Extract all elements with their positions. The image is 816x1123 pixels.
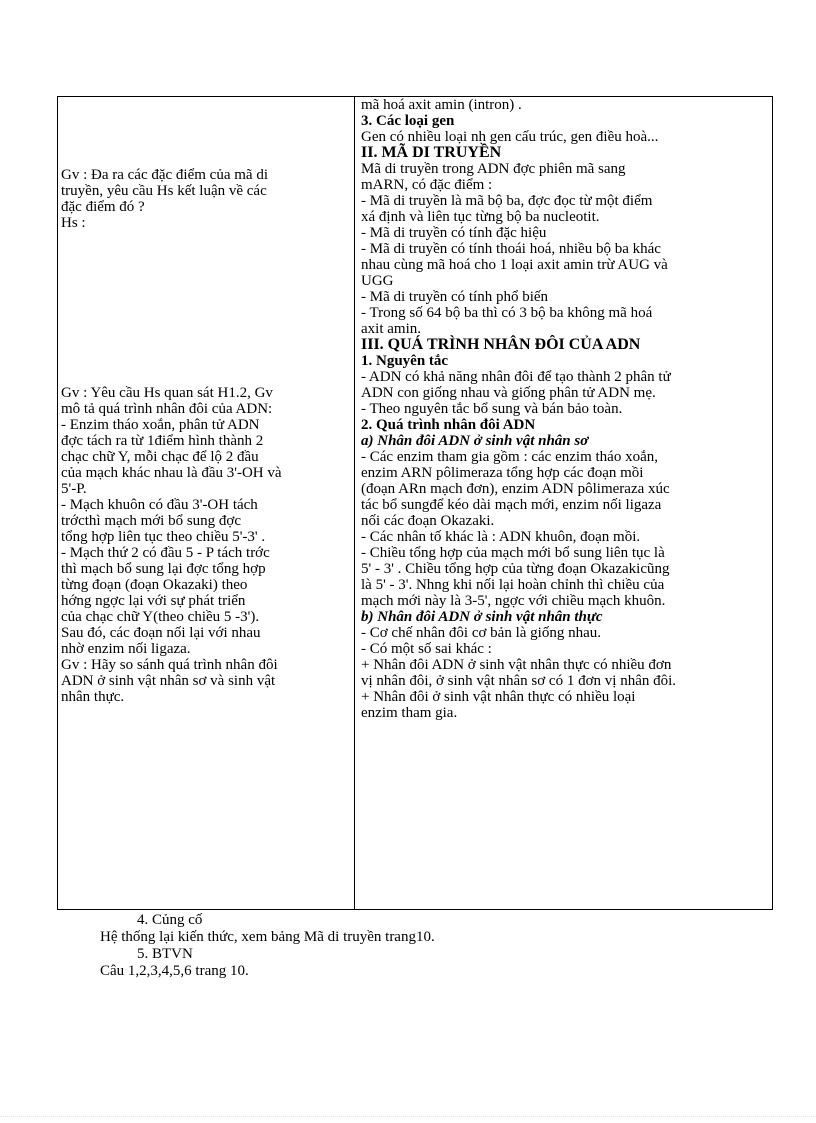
left-line: trớcthì mạch mới bổ sung đợc <box>61 513 242 529</box>
right-line: tác bổ sungđể kéo dài mạch mới, enzim nối ligaza <box>361 497 662 513</box>
right-line: - Mã di truyền có tính thoái hoá, nhiều bộ ba khác <box>361 241 661 257</box>
right-line: (đoạn ARn mạch đơn), enzim ADN pôlimeraza xúc <box>361 481 670 497</box>
right-line: 5' - 3' . Chiều tổng hợp của từng đoạn Okazakicũng <box>361 561 670 577</box>
lesson-footer <box>0 912 816 980</box>
left-line: Gv : Đa ra các đặc điểm của mã di <box>61 167 268 183</box>
right-line: Mã di truyền trong ADN đợc phiên mã sang <box>361 161 626 177</box>
left-line: chạc chữ Y, mỗi chạc để lộ 2 đầu <box>61 449 259 465</box>
right-line: - Mã di truyền là mã bộ ba, đợc đọc từ một điểm <box>361 193 653 209</box>
cung-co-text: Hệ thống lại kiến thức, xem bảng Mã di truyền trang10. <box>100 929 435 945</box>
right-line: axit amin. <box>361 321 421 337</box>
left-line: - Enzim tháo xoắn, phân tử ADN <box>61 417 260 433</box>
left-line: từng đoạn (đoạn Okazaki) theo <box>61 577 248 593</box>
right-line: mạch mới này là 3-5', ngợc với chiều mạch khuôn. <box>361 593 666 609</box>
right-line: - Mã di truyền có tính đặc hiệu <box>361 225 547 241</box>
left-line: 5'-P. <box>61 481 87 497</box>
section-heading-dna-replication: III. QUÁ TRÌNH NHÂN ĐÔI CỦA ADN <box>361 336 641 353</box>
left-line: nhờ enzim nối ligaza. <box>61 641 191 657</box>
left-line: tổng hợp liên tục theo chiều 5'-3' . <box>61 529 266 545</box>
right-line: Gen có nhiều loại nh gen cấu trúc, gen điều hoà... <box>361 129 659 145</box>
page-bottom-border <box>0 1116 816 1117</box>
btvn-heading: 5. BTVN <box>137 946 193 962</box>
right-line: - Cơ chế nhân đôi cơ bản là giống nhau. <box>361 625 601 641</box>
right-line: enzim ARN pôlimeraza tổng hợp các đoạn mồi <box>361 465 644 481</box>
left-line: đợc tách ra từ 1điểm hình thành 2 <box>61 433 264 449</box>
left-line: Hs : <box>61 215 86 231</box>
right-line: UGG <box>361 273 394 289</box>
left-line: thì mạch bổ sung lại đợc tổng hợp <box>61 561 266 577</box>
right-line: - Mã di truyền có tính phổ biến <box>361 289 549 305</box>
right-line: nhau cùng mã hoá cho 1 loại axit amin trừ AUG và <box>361 257 668 273</box>
right-line: mARN, có đặc điểm : <box>361 177 493 193</box>
right-line: - Có một số sai khác : <box>361 641 492 657</box>
left-line: ADN ở sinh vật nhân sơ và sinh vật <box>61 673 276 689</box>
cung-co-heading: 4. Củng cố <box>137 912 203 928</box>
left-line: hớng ngợc lại với sự phát triển <box>61 593 246 609</box>
subheading-prokaryote: a) Nhân đôi ADN ở sinh vật nhân sơ <box>361 433 589 449</box>
left-line: nhân thực. <box>61 689 125 705</box>
left-line: truyền, yêu cầu Hs kết luận về các <box>61 183 267 199</box>
left-line: - Mạch thứ 2 có đầu 5 - P tách trớc <box>61 545 270 561</box>
left-line: đặc điểm đó ? <box>61 199 145 215</box>
right-line: - ADN có khả năng nhân đôi để tạo thành 2 phân tử <box>361 369 671 385</box>
right-line: nối các đoạn Okazaki. <box>361 513 495 529</box>
section-heading-genetic-code: II. MÃ DI TRUYỀN <box>361 144 502 161</box>
left-line: Sau đó, các đoạn nối lại với nhau <box>61 625 261 641</box>
subheading-principle: 1. Nguyên tắc <box>361 353 449 369</box>
right-line: mã hoá axit amin (intron) . <box>361 97 522 113</box>
subheading-eukaryote: b) Nhân đôi ADN ở sinh vật nhân thực <box>361 609 603 625</box>
lesson-table <box>57 96 773 910</box>
left-line: - Mạch khuôn có đầu 3'-OH tách <box>61 497 258 513</box>
left-line: của chạc chữ Y(theo chiều 5 -3'). <box>61 609 260 625</box>
right-line: + Nhân đôi ở sinh vật nhân thực có nhiều loại <box>361 689 636 705</box>
left-line: của mạch khác nhau là đầu 3'-OH và <box>61 465 282 481</box>
section-heading-gene-types: 3. Các loại gen <box>361 113 455 129</box>
left-line: mô tả quá trình nhân đôi của ADN: <box>61 401 273 417</box>
right-line: - Các nhân tố khác là : ADN khuôn, đoạn mồi. <box>361 529 641 545</box>
left-line: Gv : Hãy so sánh quá trình nhân đôi <box>61 657 278 673</box>
right-line: - Các enzim tham gia gồm : các enzim tháo xoắn, <box>361 449 658 465</box>
right-line: enzim tham gia. <box>361 705 458 721</box>
left-line: Gv : Yêu cầu Hs quan sát H1.2, Gv <box>61 385 273 401</box>
right-line: vị nhân đôi, ở sinh vật nhân sơ có 1 đơn vị nhân đôi. <box>361 673 677 689</box>
right-line: ADN con giống nhau và giống phân tử ADN mẹ. <box>361 385 656 401</box>
right-line: - Chiều tổng hợp của mạch mới bổ sung liên tục là <box>361 545 665 561</box>
subheading-replication-process: 2. Quá trình nhân đôi ADN <box>361 417 536 433</box>
right-line: xá định và liên tục từng bộ ba nucleotit. <box>361 209 600 225</box>
content-column <box>355 97 772 909</box>
right-line: - Theo nguyên tắc bổ sung và bán bảo toàn. <box>361 401 623 417</box>
btvn-text: Câu 1,2,3,4,5,6 trang 10. <box>100 963 249 979</box>
teacher-activity-column <box>58 97 354 909</box>
right-line: + Nhân đôi ADN ở sinh vật nhân thực có nhiều đơn <box>361 657 672 673</box>
right-line: - Trong số 64 bộ ba thì có 3 bộ ba không mã hoá <box>361 305 653 321</box>
right-line: là 5' - 3'. Nhng khi nối lại hoàn chỉnh thì chiều của <box>361 577 665 593</box>
